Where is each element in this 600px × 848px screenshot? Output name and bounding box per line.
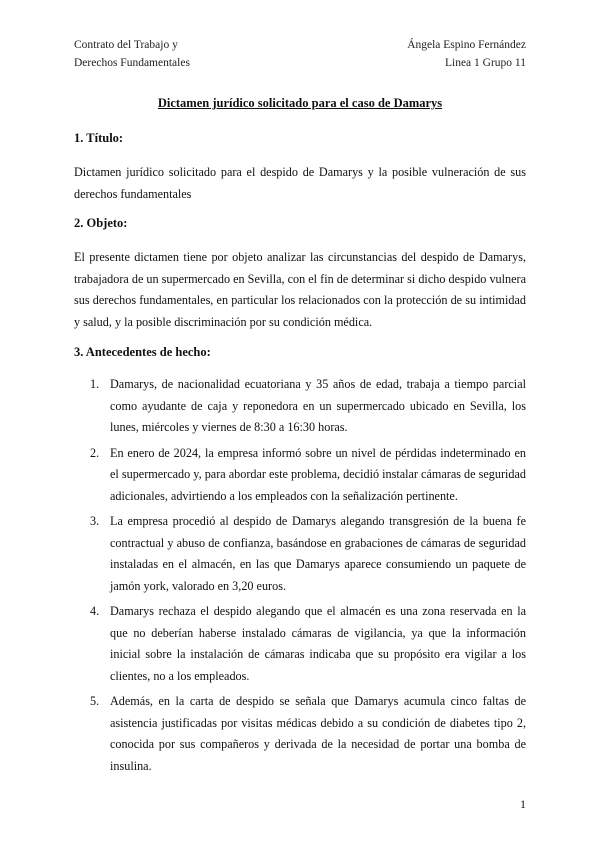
list-item-number: 2. xyxy=(90,445,100,460)
header-course-line2: Derechos Fundamentales xyxy=(74,57,190,69)
section-heading-antecedentes: 3. Antecedentes de hecho: xyxy=(74,345,211,359)
header-left xyxy=(74,36,190,72)
list-item-text: Además, en la carta de despido se señala que Damarys acumula cinco faltas de asistencia justificadas por visitas médicas debido a su condición de diabetes tipo 2, conocida por sus compañeros y derivada de la necesidad de portar una bomba de insulina. xyxy=(110,694,526,773)
list-item xyxy=(74,601,526,687)
list-item-text: Damarys, de nacionalidad ecuatoriana y 35 años de edad, trabaja a tiempo parcial como ayudante de caja y reponedora en un supermercado ubicado en Sevilla, los lunes, miércoles y viernes de 8:30 a 16:30 horas. xyxy=(110,377,526,434)
section-text-titulo: Dictamen jurídico solicitado para el despido de Damarys y la posible vulneración de sus derechos fundamentales xyxy=(74,165,526,201)
list-item-number: 5. xyxy=(90,694,100,708)
section-heading-objeto: 2. Objeto: xyxy=(74,216,128,230)
list-item xyxy=(74,443,526,508)
header-group: Linea 1 Grupo 11 xyxy=(444,57,526,69)
header-author: Ángela Espino Fernández xyxy=(407,39,526,51)
list-item-number: 3. xyxy=(90,514,100,528)
page-number: 1 xyxy=(520,797,526,811)
list-item-text: En enero de 2024, la empresa informó sobre un nivel de pérdidas indeterminado en el supermercado y, para abordar este problema, decidió instalar cámaras de seguridad adicionales, advirtiendo a los empleados con la señalización pertinente. xyxy=(110,445,526,503)
document-title: Dictamen jurídico solicitado para el caso de Damarys xyxy=(157,96,443,110)
header-course-line1: Contrato del Trabajo y xyxy=(74,39,178,51)
list-item-number: 4. xyxy=(90,604,100,618)
section-heading-titulo: 1. Título: xyxy=(74,131,124,145)
list-item-number: 1. xyxy=(90,377,100,391)
list-item xyxy=(74,511,526,597)
list-item xyxy=(74,374,526,439)
list-item-text: La empresa procedió al despido de Damarys alegando transgresión de la buena fe contractual y abuso de confianza, basándose en grabaciones de cámaras de seguridad instaladas en el almacén, en las que Damarys aparece consumiendo un paquete de jamón york, valorado en 3,20 euros. xyxy=(110,514,526,593)
list-item-text: Damarys rechaza el despido alegando que el almacén es una zona reservada en la que no deberían haberse instalado cámaras de vigilancia, ya que la información inicial sobre la instalación de cámaras indicaba que su propósito era vigilar a los clientes, no a los empleados. xyxy=(110,604,526,683)
section-text-objeto: El presente dictamen tiene por objeto analizar las circunstancias del despido de Damarys, trabajadora de un supermercado en Sevilla, con el fin de determinar si dicho despido vulnera sus derechos fundamentales, en particular los relacionados con la protección de su intimidad y salud, y la posible discriminación por su condición médica. xyxy=(74,250,526,329)
antecedentes-list xyxy=(74,374,526,781)
header-right xyxy=(407,36,526,72)
list-item xyxy=(74,691,526,777)
